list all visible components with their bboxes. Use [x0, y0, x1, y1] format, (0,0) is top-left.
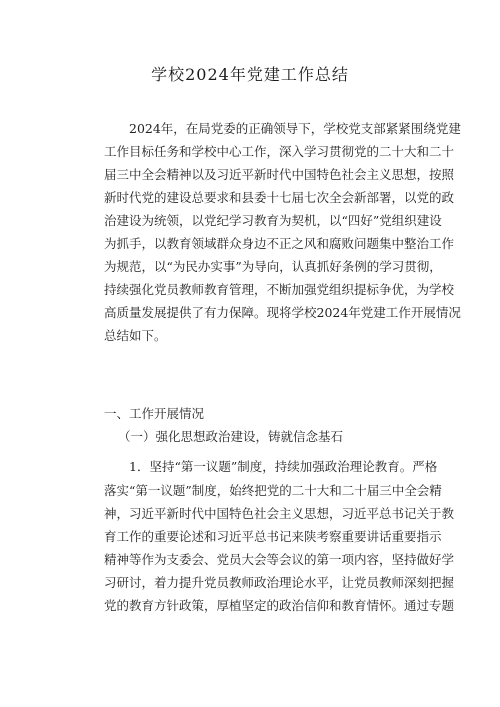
body-line: 习研讨，着力提升党员教师政治理论水平，让党员教师深刻把握: [104, 575, 455, 590]
intro-line: 新时代党的建设总要求和县委十七届七次全会新部署，以党的政: [104, 190, 455, 205]
subsection-heading: （一）强化思想政治建设，铸就信念基石: [118, 429, 344, 444]
body-line: 神，习近平新时代中国特色社会主义思想，习近平总书记关于教: [104, 506, 455, 521]
body-line: 1．坚持“第一议题”制度，持续加强政治理论教育。严格: [129, 459, 438, 474]
intro-line: 总结如下。: [104, 328, 167, 343]
intro-line: 持续强化党员教师教育管理，不断加强党组织提标争优，为学校: [104, 282, 455, 297]
intro-line: 届三中全会精神以及习近平新时代中国特色社会主义思想，按照: [104, 167, 455, 182]
body-line: 落实“第一议题”制度，始终把党的二十大和二十届三中全会精: [104, 483, 442, 498]
intro-line: 为规范，以“为民办实事”为导向，认真抓好条例的学习贯彻，: [104, 259, 442, 274]
body-line: 育工作的重要论述和习近平总书记来陕考察重要讲话重要指示: [104, 529, 442, 544]
intro-line: 高质量发展提供了有力保障。现将学校2024年党建工作开展情况: [104, 305, 461, 320]
body-line: 精神等作为支委会、党员大会等会议的第一项内容，坚持做好学: [104, 552, 455, 567]
body-line: 党的教育方针政策，厚植坚定的政治信仰和教育情怀。通过专题: [104, 598, 455, 613]
intro-line: 治建设为统领，以党纪学习教育为契机，以“四好”党组织建设: [104, 213, 442, 228]
document-title: 学校2024年党建工作总结: [151, 65, 349, 84]
intro-line: 为抓手，以教育领域群众身边不正之风和腐败问题集中整治工作: [104, 236, 455, 251]
section-heading: 一、工作开展情况: [104, 406, 205, 421]
intro-line: 2024年，在局党委的正确领导下，学校党支部紧紧围绕党建: [129, 121, 461, 136]
intro-line: 工作目标任务和学校中心工作，深入学习贯彻党的二十大和二十: [104, 144, 455, 159]
